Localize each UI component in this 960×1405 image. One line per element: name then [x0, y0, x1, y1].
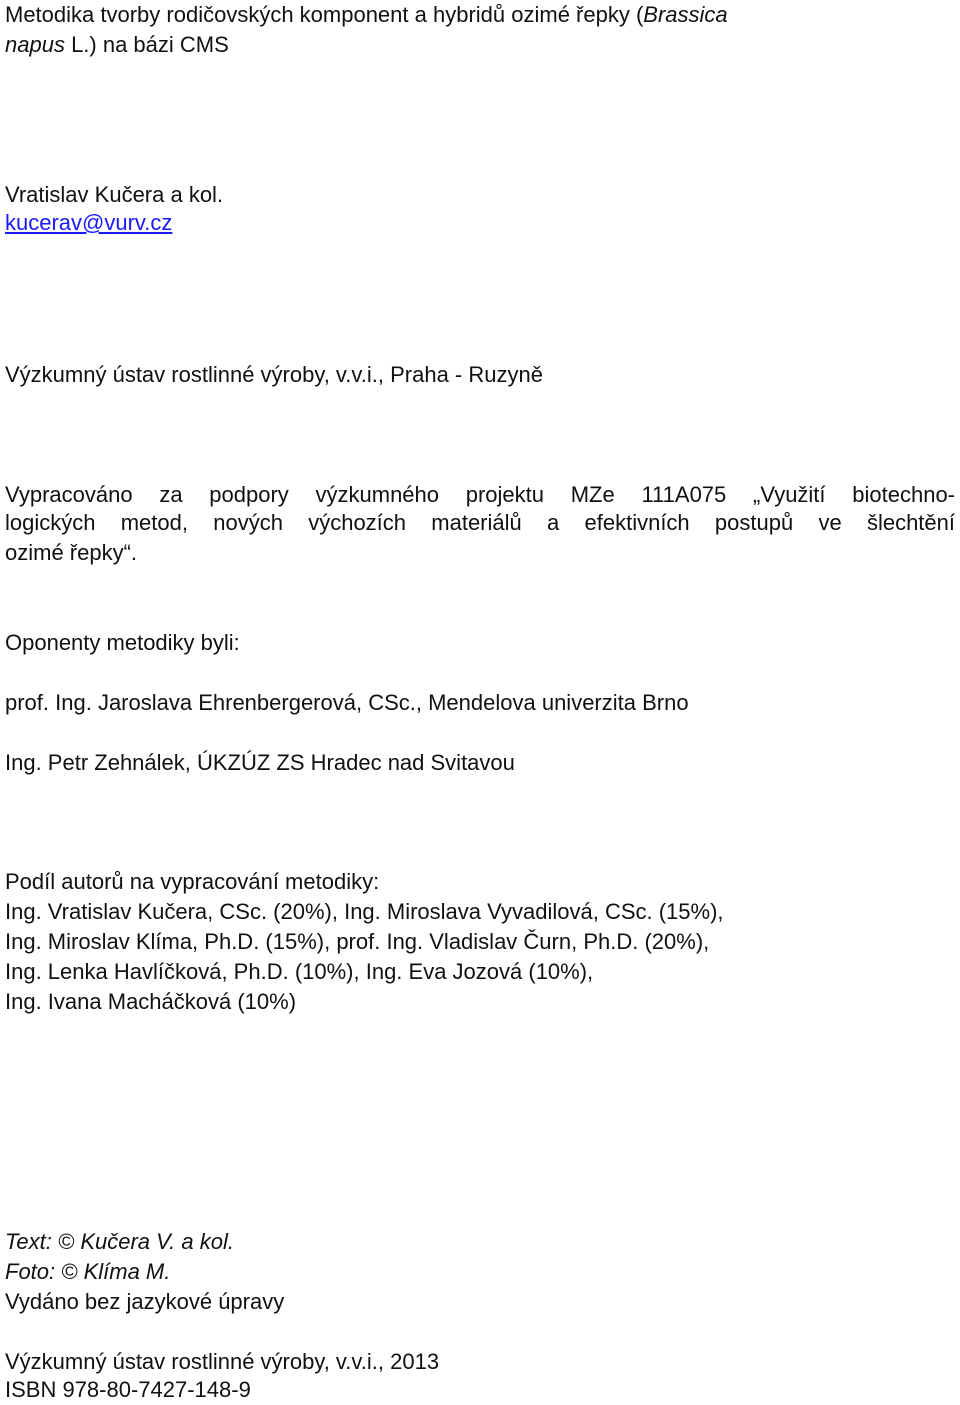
project-line-3: ozimé řepky“.	[5, 540, 138, 565]
credits-photo: Foto: © Klíma M.	[5, 1259, 171, 1284]
isbn: ISBN 978-80-7427-148-9	[5, 1377, 251, 1402]
credits-note: Vydáno bez jazykové úpravy	[5, 1289, 285, 1314]
shares-line: Ing. Lenka Havlíčková, Ph.D. (10%), Ing. Eva Jozová (10%),	[5, 959, 594, 984]
document-title-line-1	[5, 0, 728, 30]
title-text: Metodika tvorby rodičovských komponent a hybridů ozimé řepky (	[5, 2, 644, 27]
opponents-heading: Oponenty metodiky byli:	[5, 630, 240, 655]
credits-text: Text: © Kučera V. a kol.	[5, 1229, 234, 1254]
title-text-end: L.) na bázi CMS	[64, 32, 229, 57]
shares-line: Ing. Ivana Macháčková (10%)	[5, 989, 297, 1014]
opponent-item: prof. Ing. Jaroslava Ehrenbergerová, CSc., Mendelova univerzita Brno	[5, 690, 689, 715]
author-name: Vratislav Kučera a kol.	[5, 182, 224, 207]
institution: Výzkumný ústav rostlinné výroby, v.v.i., Praha - Ruzyně	[5, 362, 543, 387]
document-title-line-2	[5, 30, 229, 60]
shares-line: Ing. Vratislav Kučera, CSc. (20%), Ing. Miroslava Vyvadilová, CSc. (15%),	[5, 899, 724, 924]
opponent-item: Ing. Petr Zehnálek, ÚKZÚZ ZS Hradec nad Svitavou	[5, 750, 515, 775]
author-email-link[interactable]: kucerav@vurv.cz	[5, 210, 173, 235]
project-line-2: logických metod, nových výchozích materiálů a efektivních postupů ve šlechtění	[5, 510, 955, 535]
shares-line: Ing. Miroslav Klíma, Ph.D. (15%), prof. Ing. Vladislav Čurn, Ph.D. (20%),	[5, 929, 710, 954]
project-line-1: Vypracováno za podpory výzkumného projektu MZe 111A075 „Využití biotechno-	[5, 482, 955, 507]
title-species-genus: Brassica	[643, 2, 728, 27]
shares-heading: Podíl autorů na vypracování metodiky:	[5, 869, 380, 894]
publisher-line: Výzkumný ústav rostlinné výroby, v.v.i., 2013	[5, 1349, 440, 1374]
title-species-name: napus	[5, 32, 65, 57]
